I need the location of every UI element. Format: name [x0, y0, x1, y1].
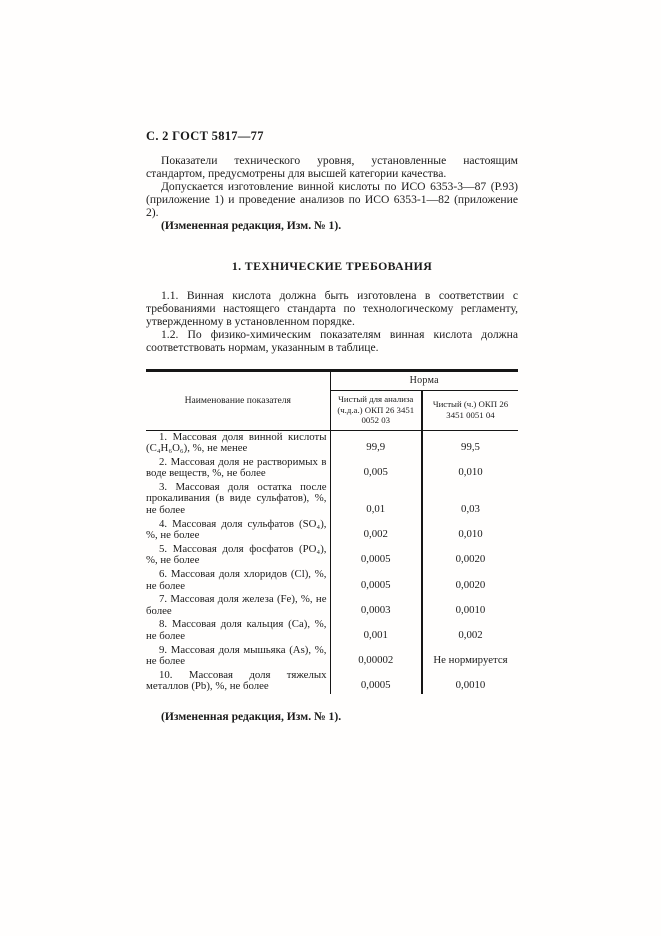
value-ch: 0,002	[458, 629, 483, 641]
table-body	[146, 430, 518, 694]
table-row	[146, 644, 518, 669]
indicator-name: 5. Массовая доля фосфатов (PO₄), %, не более	[146, 543, 330, 568]
table-row	[146, 593, 518, 618]
intro-paragraph-1: Показатели технического уровня, установленные настоящим стандартом, предусмотрены для высшей категории качества.	[146, 154, 518, 180]
table-header-row-group	[146, 371, 518, 391]
value-ch: 0,0020	[455, 553, 486, 566]
value-chda: 0,005	[330, 456, 422, 481]
value-chda: 0,001	[330, 618, 422, 643]
value-chda: 0,0003	[330, 593, 422, 618]
table-row	[146, 543, 518, 568]
indicator-name: 7. Массовая доля железа (Fe), %, не более	[146, 593, 330, 618]
column-header-chda: Чистый для анализа (ч.д.а.) ОКП 26 3451 0052 03	[330, 391, 422, 431]
indicator-name: 9. Массовая доля мышьяка (As), %, не более	[146, 644, 330, 669]
value-ch: Не нормируется	[433, 654, 508, 667]
indicator-name: 2. Массовая доля не растворимых в воде веществ, %, не более	[146, 456, 330, 481]
requirements-table	[146, 369, 518, 694]
value-ch: 0,010	[458, 528, 483, 541]
section-heading: 1. ТЕХНИЧЕСКИЕ ТРЕБОВАНИЯ	[231, 259, 433, 273]
table-row	[146, 456, 518, 481]
value-ch: 99,5	[461, 441, 480, 454]
value-chda: 0,0005	[330, 669, 422, 694]
table-row	[146, 669, 518, 694]
page-header: С. 2 ГОСТ 5817—77	[146, 129, 264, 143]
value-chda: 0,0005	[330, 543, 422, 568]
value-chda: 0,00002	[330, 644, 422, 669]
value-ch: 0,03	[461, 503, 480, 516]
value-chda: 0,0005	[330, 568, 422, 593]
clause-1-1: 1.1. Винная кислота должна быть изготовлена в соответствии с требованиями настоящего стандарта по технологическому регламенту, утвержденному в установленном порядке.	[146, 289, 518, 328]
column-group-header-norma: Норма	[330, 371, 518, 391]
amendment-note-top: (Измененная редакция, Изм. № 1).	[161, 219, 342, 232]
amendment-note-bottom: (Измененная редакция, Изм. № 1).	[161, 709, 342, 723]
column-header-ch: Чистый (ч.) ОКП 26 3451 0051 04	[422, 391, 518, 431]
intro-paragraph-2: Допускается изготовление винной кислоты по ИСО 6353-3—87 (Р.93) (приложение 1) и проведение анализов по ИСО 6353-1—82 (приложение 2).	[146, 180, 518, 219]
indicator-name: 3. Массовая доля остатка после прокаливания (в виде сульфатов), %, не более	[146, 481, 330, 518]
table-header	[146, 371, 518, 431]
page-content	[146, 129, 518, 723]
value-ch: 0,0010	[455, 603, 486, 616]
value-chda: 99,9	[330, 430, 422, 456]
clause-1-2: 1.2. По физико-химическим показателям винная кислота должна соответствовать нормам, указанным в таблице.	[146, 328, 518, 354]
value-chda: 0,002	[330, 518, 422, 543]
value-ch: 0,0010	[455, 679, 486, 692]
indicator-name: 4. Массовая доля сульфатов (SO₄), %, не более	[146, 518, 330, 543]
indicator-name: 10. Массовая доля тяжелых металлов (Pb), %, не более	[146, 669, 330, 694]
value-chda: 0,01	[330, 481, 422, 518]
indicator-name: 8. Массовая доля кальция (Ca), %, не более	[146, 618, 330, 643]
table-row	[146, 618, 518, 643]
table-row	[146, 430, 518, 456]
column-header-indicator-name: Наименование показателя	[146, 371, 330, 431]
table-row	[146, 481, 518, 518]
value-ch: 0,0020	[455, 578, 486, 591]
indicator-name: 1. Массовая доля винной кислоты (C₄H₆O₆), %, не менее	[146, 430, 330, 456]
value-ch: 0,010	[458, 466, 483, 479]
indicator-name: 6. Массовая доля хлоридов (Cl), %, не более	[146, 568, 330, 593]
table-row	[146, 518, 518, 543]
table-row	[146, 568, 518, 593]
